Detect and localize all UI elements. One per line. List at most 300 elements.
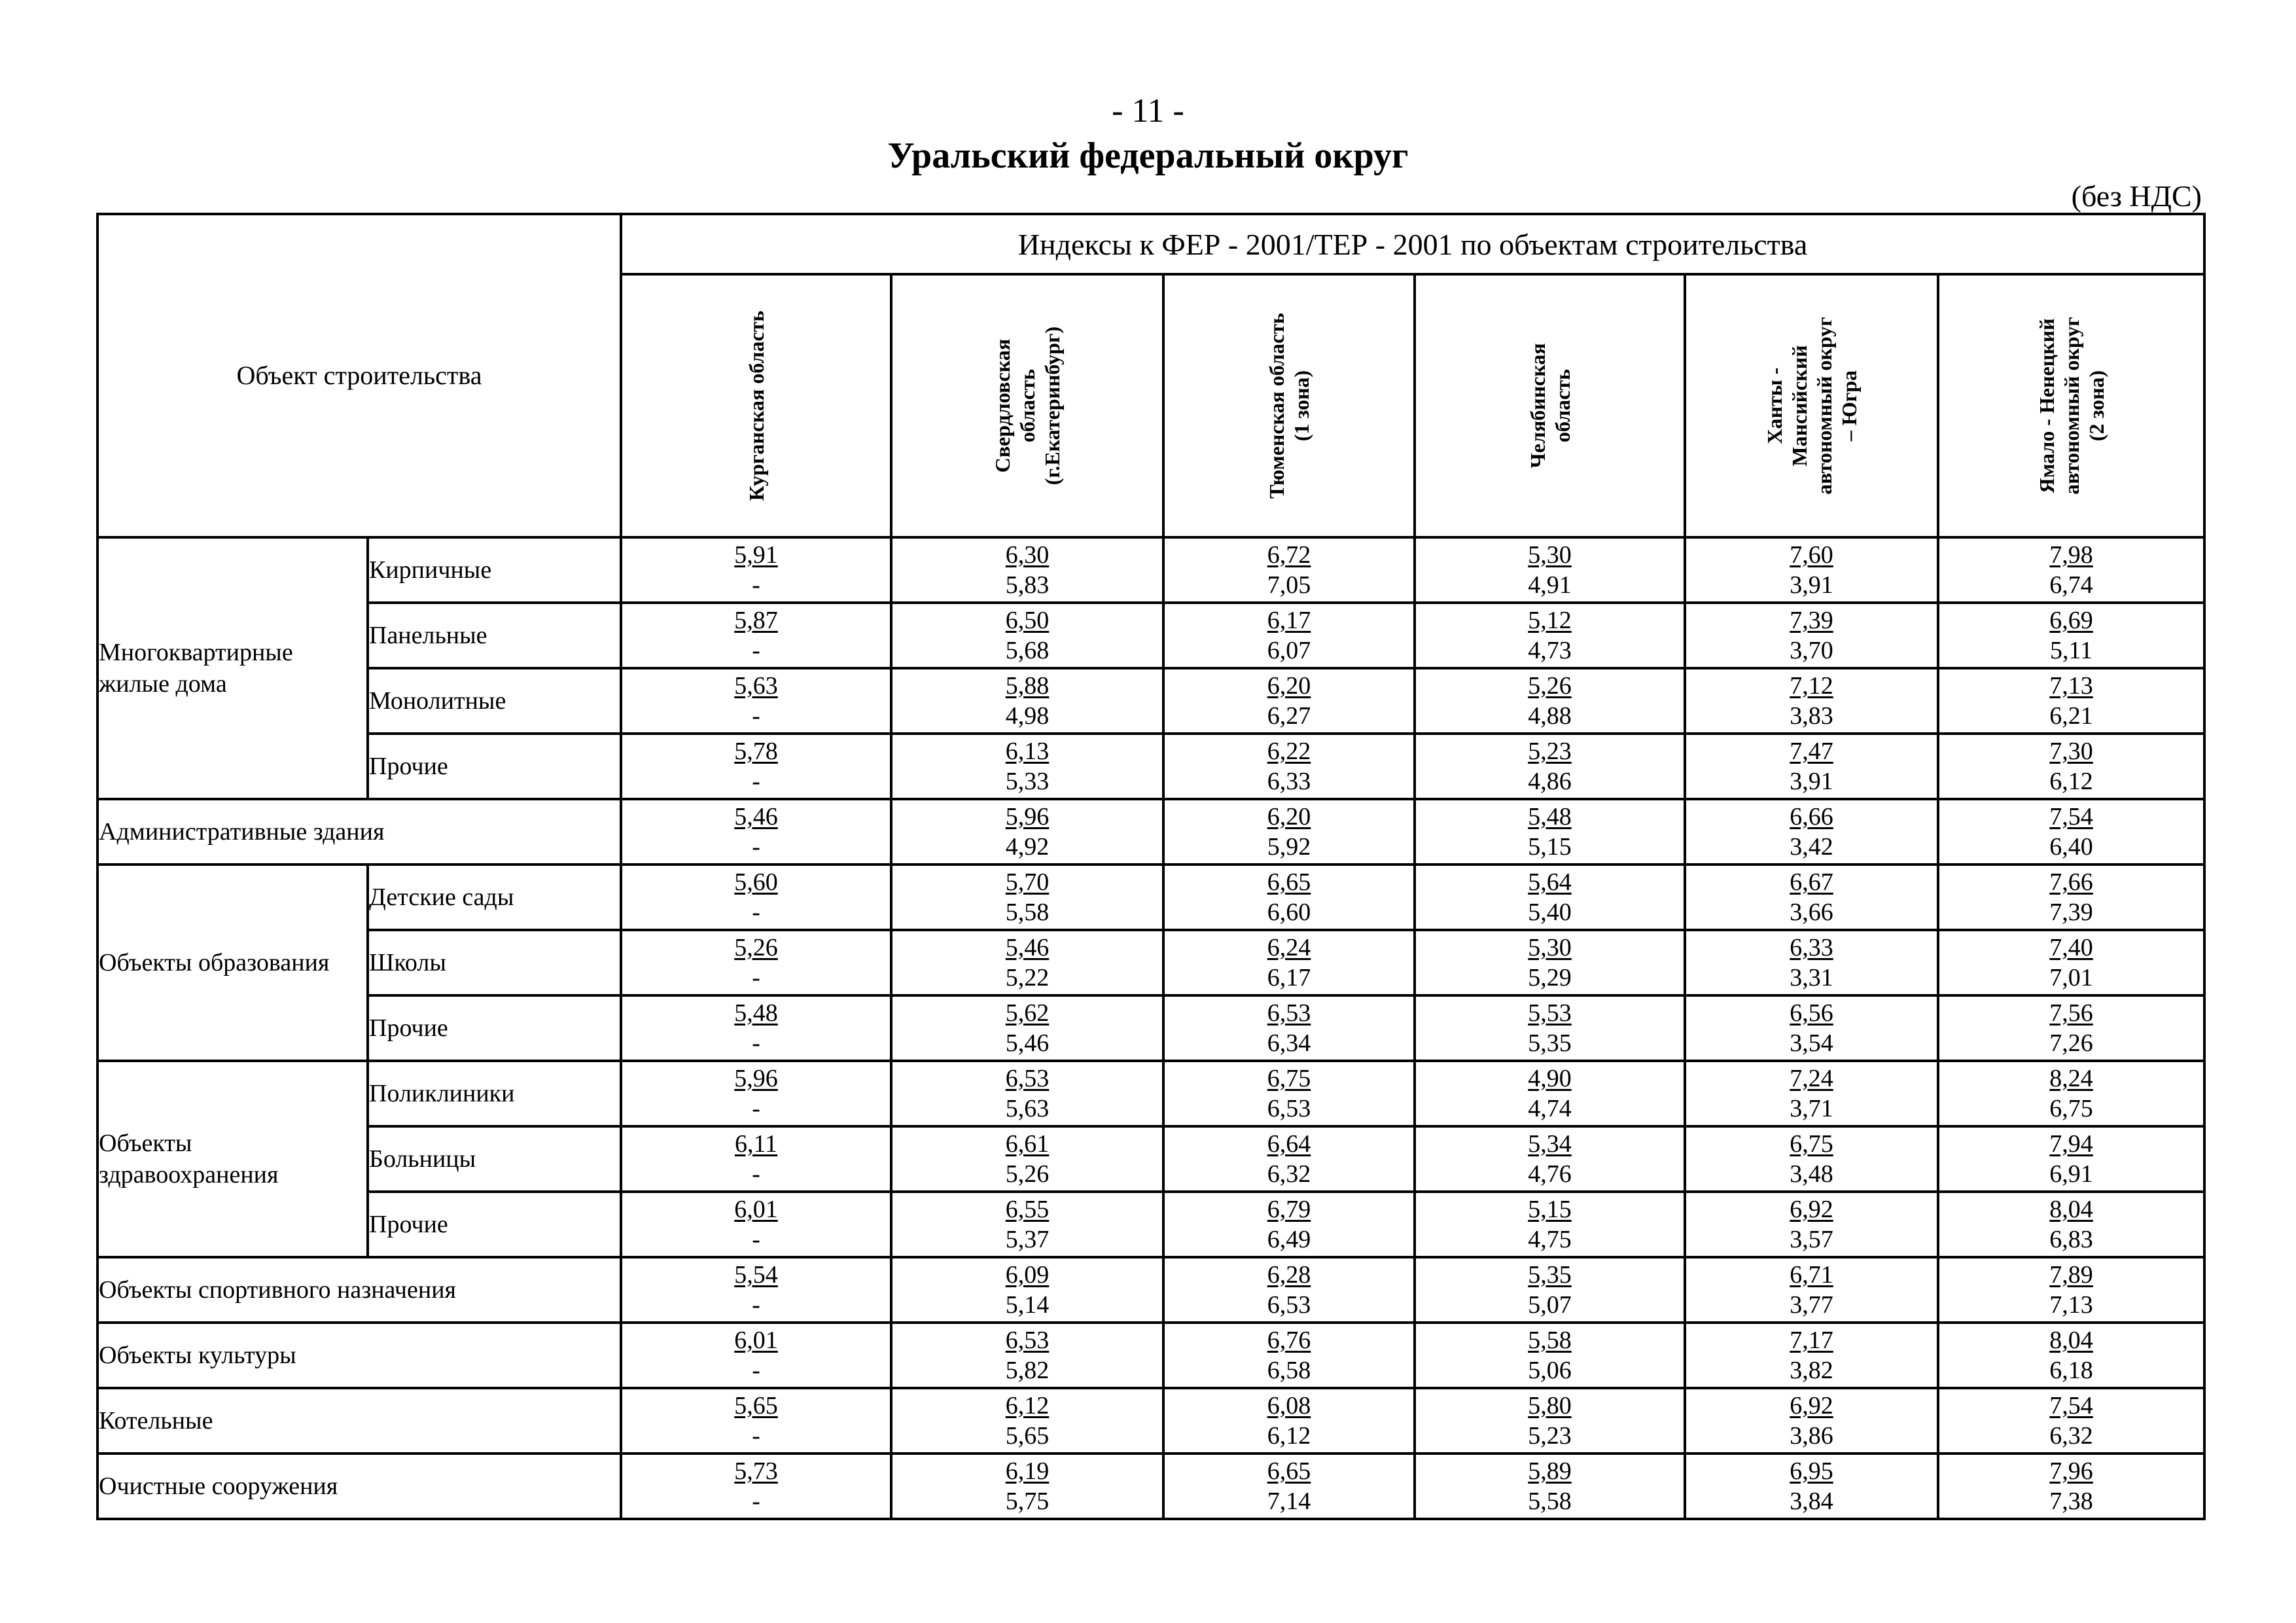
index-value-top: 6,09	[1005, 1261, 1050, 1289]
index-value-top: 5,73	[734, 1457, 778, 1485]
table-row	[97, 1192, 2204, 1257]
index-value-bottom: 5,65	[1005, 1422, 1050, 1450]
index-cell	[1685, 1388, 1938, 1454]
index-value-bottom: 7,01	[2049, 964, 2093, 991]
index-value-bottom: -	[752, 1226, 760, 1253]
index-value-top: 6,20	[1267, 803, 1311, 830]
index-value-bottom: 3,91	[1790, 571, 1833, 599]
index-value-top: 6,69	[2049, 607, 2093, 634]
index-value-bottom: 3,70	[1790, 637, 1833, 664]
index-value-top: 4,90	[1528, 1065, 1572, 1092]
object-subcategory: Поликлиники	[368, 1061, 621, 1126]
index-value-bottom: 6,49	[1267, 1226, 1311, 1253]
index-value-bottom: -	[752, 833, 760, 861]
index-value-bottom: 4,86	[1528, 768, 1572, 795]
index-cell	[1415, 865, 1685, 930]
index-value-bottom: 6,12	[2049, 768, 2093, 795]
object-category: Объекты спортивного назначения	[97, 1257, 621, 1323]
object-subcategory: Больницы	[368, 1126, 621, 1192]
index-value-top: 7,66	[2049, 868, 2093, 896]
index-value-top: 7,89	[2049, 1261, 2093, 1289]
index-value-bottom: 5,83	[1005, 571, 1050, 599]
index-value-top: 5,88	[1005, 672, 1050, 700]
index-cell	[1685, 1323, 1938, 1388]
index-cell	[1163, 995, 1415, 1061]
index-value-top: 5,26	[1528, 672, 1572, 700]
index-value-bottom: 3,66	[1790, 899, 1833, 926]
index-value-top: 5,30	[1528, 541, 1572, 569]
index-value-top: 5,12	[1528, 607, 1572, 634]
index-value-top: 7,39	[1790, 607, 1833, 634]
index-value-top: 6,13	[1005, 738, 1050, 765]
index-cell	[891, 930, 1163, 995]
index-value-top: 5,89	[1528, 1457, 1572, 1485]
index-value-bottom: 6,32	[1267, 1160, 1311, 1188]
object-column-header	[97, 214, 621, 537]
page-number: - 11 -	[1112, 92, 1184, 130]
index-value-top: 5,65	[734, 1392, 778, 1419]
index-value-bottom: 4,76	[1528, 1160, 1572, 1188]
index-cell	[621, 1323, 891, 1388]
index-value-bottom: 4,74	[1528, 1095, 1572, 1122]
index-cell	[1415, 799, 1685, 865]
index-cell	[891, 1323, 1163, 1388]
index-value-bottom: 3,83	[1790, 702, 1833, 730]
index-value-top: 7,13	[2049, 672, 2093, 700]
index-value-top: 5,70	[1005, 868, 1050, 896]
index-value-bottom: 6,75	[2049, 1095, 2093, 1122]
index-value-top: 6,53	[1005, 1065, 1050, 1092]
index-cell	[1938, 1454, 2204, 1519]
index-value-bottom: 7,26	[2049, 1029, 2093, 1057]
index-value-top: 6,95	[1790, 1457, 1833, 1485]
index-value-bottom: 5,26	[1005, 1160, 1050, 1188]
index-value-top: 5,26	[734, 934, 778, 961]
index-value-top: 5,34	[1528, 1130, 1572, 1158]
index-value-top: 6,53	[1267, 999, 1311, 1027]
index-cell	[1163, 1454, 1415, 1519]
index-cell	[1685, 1454, 1938, 1519]
index-value-bottom: 6,91	[2049, 1160, 2093, 1188]
index-cell	[1415, 1323, 1685, 1388]
index-value-bottom: 6,83	[2049, 1226, 2093, 1253]
index-value-bottom: 4,92	[1005, 833, 1050, 861]
table-row	[97, 537, 2204, 603]
index-value-top: 5,96	[734, 1065, 778, 1092]
index-cell	[1415, 1454, 1685, 1519]
index-cell	[621, 668, 891, 734]
index-value-bottom: -	[752, 1488, 760, 1515]
index-value-top: 6,64	[1267, 1130, 1311, 1158]
index-value-top: 6,79	[1267, 1196, 1311, 1223]
index-value-bottom: -	[752, 702, 760, 730]
region-header	[1938, 274, 2204, 537]
index-value-bottom: 6,33	[1267, 768, 1311, 795]
index-cell	[891, 734, 1163, 799]
index-value-top: 6,53	[1005, 1327, 1050, 1354]
table-row	[97, 734, 2204, 799]
index-cell	[891, 1061, 1163, 1126]
index-value-top: 5,53	[1528, 999, 1572, 1027]
index-cell	[1163, 799, 1415, 865]
index-cell	[621, 1126, 891, 1192]
index-value-top: 6,24	[1267, 934, 1311, 961]
object-subcategory: Прочие	[368, 734, 621, 799]
region-label: Челябинская область	[1525, 343, 1574, 469]
index-value-bottom: 5,58	[1528, 1488, 1572, 1515]
index-value-bottom: 5,46	[1005, 1029, 1050, 1057]
index-value-bottom: 6,53	[1267, 1291, 1311, 1319]
table-row	[97, 1323, 2204, 1388]
index-cell	[1685, 537, 1938, 603]
index-cell	[891, 537, 1163, 603]
index-cell	[1163, 1192, 1415, 1257]
index-value-top: 6,92	[1790, 1196, 1833, 1223]
index-cell	[1163, 1388, 1415, 1454]
index-cell	[1938, 734, 2204, 799]
index-value-top: 6,17	[1267, 607, 1311, 634]
index-value-bottom: 6,40	[2049, 833, 2093, 861]
index-value-top: 7,12	[1790, 672, 1833, 700]
index-cell	[1163, 1126, 1415, 1192]
table-row	[97, 603, 2204, 668]
index-value-top: 5,48	[734, 999, 778, 1027]
index-cell	[1685, 1126, 1938, 1192]
index-value-top: 7,54	[2049, 1392, 2093, 1419]
index-cell	[1415, 1061, 1685, 1126]
table-row	[97, 1454, 2204, 1519]
object-subcategory: Прочие	[368, 1192, 621, 1257]
index-value-bottom: 7,39	[2049, 899, 2093, 926]
region-label: Тюменская область (1 зона)	[1265, 313, 1314, 499]
index-value-bottom: 4,73	[1528, 637, 1572, 664]
index-value-bottom: 4,75	[1528, 1226, 1572, 1253]
index-cell	[1938, 537, 2204, 603]
index-value-bottom: 7,38	[2049, 1488, 2093, 1515]
vat-note: (без НДС)	[2071, 179, 2202, 213]
index-value-bottom: -	[752, 1029, 760, 1057]
region-header	[1685, 274, 1938, 537]
index-value-top: 7,56	[2049, 999, 2093, 1027]
index-value-bottom: -	[752, 768, 760, 795]
index-cell	[621, 1257, 891, 1323]
index-cell	[1163, 1257, 1415, 1323]
index-value-top: 7,17	[1790, 1327, 1833, 1354]
index-cell	[621, 1192, 891, 1257]
index-cell	[1938, 1388, 2204, 1454]
index-cell	[1938, 1257, 2204, 1323]
index-value-bottom: 6,17	[1267, 964, 1311, 991]
index-value-bottom: 5,35	[1528, 1029, 1572, 1057]
index-cell	[1938, 865, 2204, 930]
table-row	[97, 1257, 2204, 1323]
index-value-top: 5,91	[734, 541, 778, 569]
index-value-bottom: -	[752, 637, 760, 664]
index-cell	[621, 537, 891, 603]
index-cell	[1938, 603, 2204, 668]
table-row	[97, 1061, 2204, 1126]
index-value-bottom: 3,77	[1790, 1291, 1833, 1319]
index-value-top: 5,46	[734, 803, 778, 830]
index-value-bottom: 5,29	[1528, 964, 1572, 991]
region-header	[1163, 274, 1415, 537]
index-value-bottom: -	[752, 571, 760, 599]
index-value-bottom: -	[752, 1422, 760, 1450]
index-cell	[1163, 603, 1415, 668]
index-value-top: 5,63	[734, 672, 778, 700]
index-value-top: 5,87	[734, 607, 778, 634]
index-value-top: 6,65	[1267, 1457, 1311, 1485]
index-value-top: 7,60	[1790, 541, 1833, 569]
index-cell	[1685, 799, 1938, 865]
object-subcategory: Детские сады	[368, 865, 621, 930]
index-value-top: 6,75	[1790, 1130, 1833, 1158]
index-cell	[1415, 1388, 1685, 1454]
table-row	[97, 799, 2204, 865]
index-cell	[1163, 668, 1415, 734]
index-value-bottom: 3,82	[1790, 1357, 1833, 1384]
index-cell	[891, 1192, 1163, 1257]
region-label: Курганская область	[744, 310, 768, 501]
index-value-bottom: 5,07	[1528, 1291, 1572, 1319]
index-cell	[1685, 865, 1938, 930]
index-cell	[1415, 668, 1685, 734]
index-cell	[1415, 734, 1685, 799]
index-value-bottom: 5,63	[1005, 1095, 1050, 1122]
index-value-bottom: 5,40	[1528, 899, 1572, 926]
index-value-top: 5,80	[1528, 1392, 1572, 1419]
object-category: Объекты здравоохранения	[97, 1061, 368, 1257]
index-value-top: 6,75	[1267, 1065, 1311, 1092]
index-value-bottom: 3,84	[1790, 1488, 1833, 1515]
index-value-top: 6,08	[1267, 1392, 1311, 1419]
index-value-top: 6,20	[1267, 672, 1311, 700]
index-value-bottom: 5,14	[1005, 1291, 1050, 1319]
index-value-bottom: 5,37	[1005, 1226, 1050, 1253]
index-cell	[1163, 930, 1415, 995]
index-cell	[1938, 1061, 2204, 1126]
index-value-top: 7,54	[2049, 803, 2093, 830]
index-value-bottom: 3,31	[1790, 964, 1833, 991]
index-value-top: 5,48	[1528, 803, 1572, 830]
index-value-top: 7,47	[1790, 738, 1833, 765]
region-label: Ямало - Ненецкий автономный округ (2 зона)	[2034, 317, 2108, 495]
index-value-bottom: 3,42	[1790, 833, 1833, 861]
index-value-bottom: 5,68	[1005, 637, 1050, 664]
index-value-top: 6,61	[1005, 1130, 1050, 1158]
index-value-bottom: 5,58	[1005, 899, 1050, 926]
object-subcategory: Панельные	[368, 603, 621, 668]
index-value-top: 5,58	[1528, 1327, 1572, 1354]
object-category: Объекты культуры	[97, 1323, 621, 1388]
index-value-top: 7,30	[2049, 738, 2093, 765]
index-value-top: 5,15	[1528, 1196, 1572, 1223]
region-header	[1415, 274, 1685, 537]
index-cell	[1163, 734, 1415, 799]
object-subcategory: Школы	[368, 930, 621, 995]
index-value-top: 5,35	[1528, 1261, 1572, 1289]
table-row	[97, 930, 2204, 995]
index-cell	[1938, 995, 2204, 1061]
index-value-bottom: 5,75	[1005, 1488, 1050, 1515]
object-subcategory: Прочие	[368, 995, 621, 1061]
index-cell	[891, 1454, 1163, 1519]
index-cell	[1415, 537, 1685, 603]
index-value-top: 6,22	[1267, 738, 1311, 765]
index-value-bottom: 4,88	[1528, 702, 1572, 730]
region-label: Ханты - Мансийский автономный округ – Югра	[1762, 317, 1861, 495]
index-value-top: 5,64	[1528, 868, 1572, 896]
index-cell	[891, 603, 1163, 668]
index-value-bottom: -	[752, 1160, 760, 1188]
index-cell	[891, 668, 1163, 734]
index-value-top: 6,66	[1790, 803, 1833, 830]
index-cell	[1938, 668, 2204, 734]
index-value-bottom: 6,12	[1267, 1422, 1311, 1450]
index-value-bottom: 4,91	[1528, 571, 1572, 599]
index-cell	[621, 865, 891, 930]
index-cell	[621, 1061, 891, 1126]
index-value-top: 6,12	[1005, 1392, 1050, 1419]
index-cell	[1415, 603, 1685, 668]
index-value-top: 5,96	[1005, 803, 1050, 830]
table-row	[97, 668, 2204, 734]
table-row	[97, 1388, 2204, 1454]
index-cell	[891, 865, 1163, 930]
index-cell	[621, 995, 891, 1061]
index-cell	[1415, 1126, 1685, 1192]
object-category: Объекты образования	[97, 865, 368, 1061]
index-cell	[891, 799, 1163, 865]
index-value-top: 8,04	[2049, 1327, 2093, 1354]
index-value-top: 5,30	[1528, 934, 1572, 961]
index-value-bottom: 5,33	[1005, 768, 1050, 795]
object-category: Административные здания	[97, 799, 621, 865]
index-cell	[1685, 1192, 1938, 1257]
index-value-bottom: 6,74	[2049, 571, 2093, 599]
indices-header: Индексы к ФЕР - 2001/ТЕР - 2001 по объектам строительства	[621, 214, 2204, 274]
index-value-bottom: 6,32	[2049, 1422, 2093, 1450]
index-value-bottom: 5,11	[2050, 637, 2093, 664]
index-value-bottom: -	[752, 964, 760, 991]
index-value-top: 6,65	[1267, 868, 1311, 896]
object-header-text: Объект строительства	[236, 361, 482, 390]
index-value-top: 5,54	[734, 1261, 778, 1289]
index-cell	[1685, 1257, 1938, 1323]
index-value-bottom: 7,05	[1267, 571, 1311, 599]
table-row	[97, 1126, 2204, 1192]
index-value-top: 6,67	[1790, 868, 1833, 896]
index-cell	[891, 1126, 1163, 1192]
index-value-bottom: 3,54	[1790, 1029, 1833, 1057]
index-value-top: 5,46	[1005, 934, 1050, 961]
page-title: Уральский федеральный округ	[887, 135, 1409, 176]
index-cell	[1163, 1061, 1415, 1126]
index-value-top: 6,30	[1005, 541, 1050, 569]
index-value-bottom: 3,71	[1790, 1095, 1833, 1122]
index-value-bottom: 6,58	[1267, 1357, 1311, 1384]
region-header	[891, 274, 1163, 537]
index-cell	[1938, 1192, 2204, 1257]
index-cell	[1415, 1257, 1685, 1323]
index-cell	[1415, 995, 1685, 1061]
index-cell	[1415, 1192, 1685, 1257]
indices-table	[96, 213, 2206, 1520]
index-value-bottom: 6,53	[1267, 1095, 1311, 1122]
index-value-bottom: 6,27	[1267, 702, 1311, 730]
index-value-bottom: 6,07	[1267, 637, 1311, 664]
index-value-top: 6,76	[1267, 1327, 1311, 1354]
index-value-top: 5,60	[734, 868, 778, 896]
index-cell	[891, 1257, 1163, 1323]
index-value-top: 6,50	[1005, 607, 1050, 634]
index-cell	[1685, 1061, 1938, 1126]
index-value-top: 6,72	[1267, 541, 1311, 569]
index-value-top: 7,24	[1790, 1065, 1833, 1092]
index-value-top: 7,98	[2049, 541, 2093, 569]
index-value-top: 6,19	[1005, 1457, 1050, 1485]
index-cell	[1685, 995, 1938, 1061]
index-value-top: 5,62	[1005, 999, 1050, 1027]
index-cell	[1685, 930, 1938, 995]
index-value-bottom: -	[752, 1291, 760, 1319]
index-cell	[1163, 1323, 1415, 1388]
region-label: Свердловская область (г.Екатеринбург)	[991, 326, 1065, 486]
index-value-bottom: 4,98	[1005, 702, 1050, 730]
table-row	[97, 995, 2204, 1061]
index-value-top: 6,28	[1267, 1261, 1311, 1289]
index-value-bottom: 3,86	[1790, 1422, 1833, 1450]
index-value-top: 6,56	[1790, 999, 1833, 1027]
index-cell	[621, 930, 891, 995]
index-cell	[891, 995, 1163, 1061]
index-value-top: 7,40	[2049, 934, 2093, 961]
index-value-bottom: 5,15	[1528, 833, 1572, 861]
index-cell	[1938, 799, 2204, 865]
index-cell	[1938, 1323, 2204, 1388]
index-cell	[1685, 603, 1938, 668]
index-cell	[1415, 930, 1685, 995]
index-value-bottom: -	[752, 1357, 760, 1384]
index-value-top: 6,71	[1790, 1261, 1833, 1289]
region-header	[621, 274, 891, 537]
index-value-top: 6,01	[734, 1196, 778, 1223]
index-value-top: 7,96	[2049, 1457, 2093, 1485]
index-value-bottom: 6,34	[1267, 1029, 1311, 1057]
index-value-top: 8,04	[2049, 1196, 2093, 1223]
index-value-top: 6,33	[1790, 934, 1833, 961]
index-value-top: 6,01	[734, 1327, 778, 1354]
index-value-top: 5,78	[734, 738, 778, 765]
index-value-bottom: 7,13	[2049, 1291, 2093, 1319]
index-value-top: 6,11	[734, 1130, 778, 1158]
index-value-bottom: 5,23	[1528, 1422, 1572, 1450]
object-category: Очистные сооружения	[97, 1454, 621, 1519]
index-value-top: 5,23	[1528, 738, 1572, 765]
index-value-bottom: 3,57	[1790, 1226, 1833, 1253]
index-value-bottom: 3,91	[1790, 768, 1833, 795]
index-value-bottom: 5,92	[1267, 833, 1311, 861]
index-value-top: 7,94	[2049, 1130, 2093, 1158]
index-value-bottom: 6,18	[2049, 1357, 2093, 1384]
index-value-bottom: 3,48	[1790, 1160, 1833, 1188]
index-value-bottom: 5,06	[1528, 1357, 1572, 1384]
index-cell	[621, 1388, 891, 1454]
index-value-bottom: 6,21	[2049, 702, 2093, 730]
index-cell	[1685, 668, 1938, 734]
index-value-bottom: 5,22	[1005, 964, 1050, 991]
index-cell	[621, 734, 891, 799]
